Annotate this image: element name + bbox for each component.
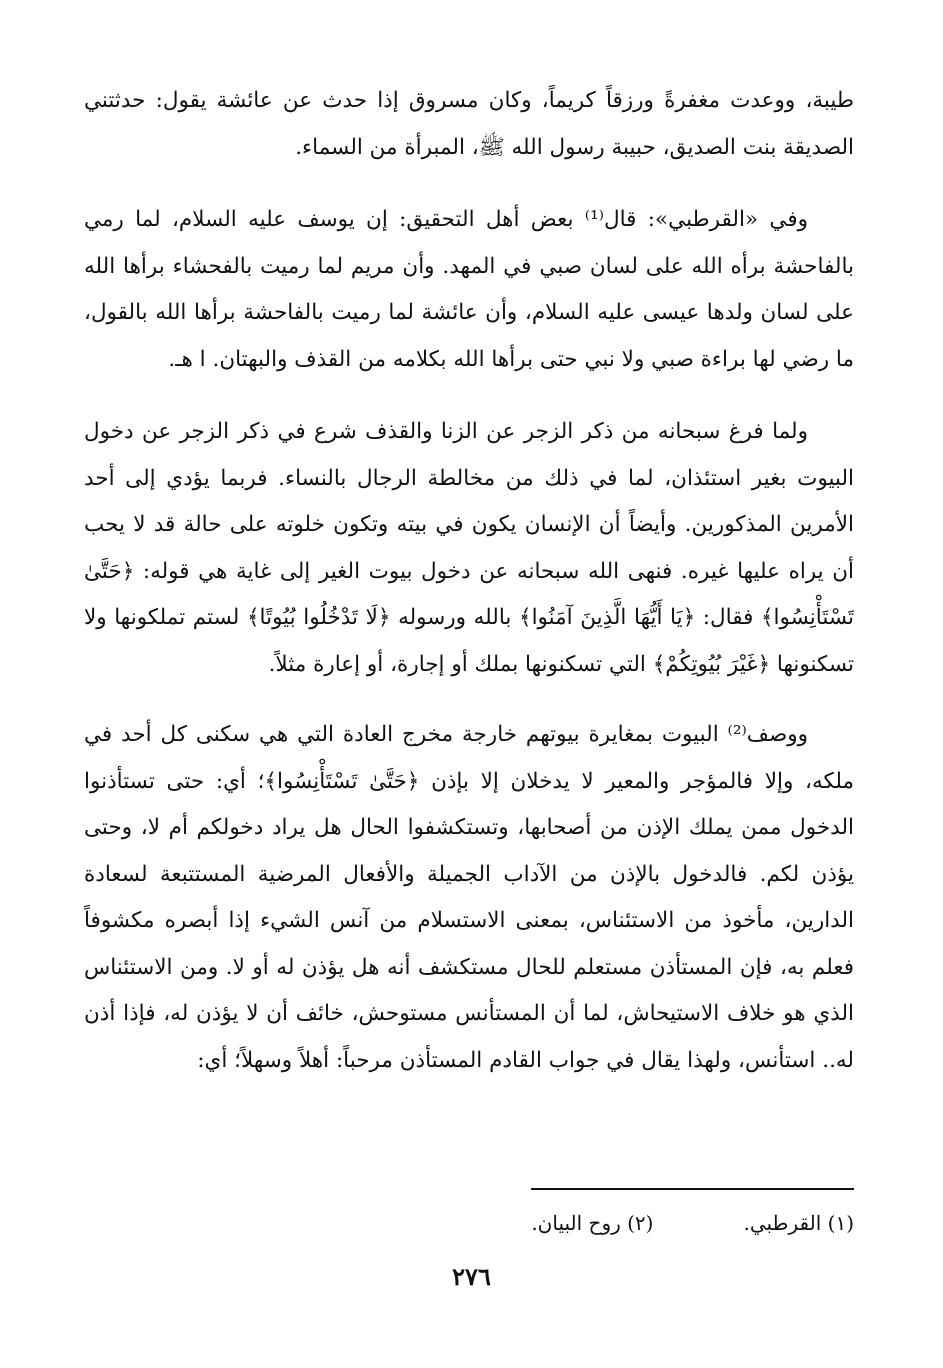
page-number: ٢٧٦ [452, 1262, 491, 1291]
page-body [84, 78, 854, 1084]
footnotes [531, 1208, 854, 1238]
paragraph-3: ولما فرغ سبحانه من ذكر الزجر عن الزنا والقذف شرع في ذكر الزجر عن دخول البيوت بغير استئذان، لما في ذلك من مخالطة الرجال بالنساء. فربما يؤدي إلى أحد الأمرين المذكورين. وأيضاً أن الإنسان يكون في بيته وتكون خلوته على حالة قد لا يحب أن يراه عليها غيره. فنهى الله سبحانه عن دخول بيوت الغير إلى غاية هي قوله: ﴿حَتَّىٰ تَسْتَأْنِسُوا﴾ فقال: ﴿يَا أَيُّهَا الَّذِينَ آمَنُوا﴾ بالله ورسوله ﴿لَا تَدْخُلُوا بُيُوتًا﴾ لستم تملكونها ولا تسكنونها ﴿غَيْرَ بُيُوتِكُمْ﴾ التي تسكنونها بملك أو إجارة، أو إعارة مثلاً. [84, 419, 854, 677]
footnote-1: (١) القرطبي. [743, 1211, 854, 1235]
paragraph-2: وفي «القرطبي»: قال⁽¹⁾ بعض أهل التحقيق: إن يوسف عليه السلام، لما رمي بالفاحشة برأه الله على لسان صبي في المهد. وأن مريم لما رميت بالفحشاء برأها الله على لسان ولدها عيسى عليه السلام، وأن عائشة لما رميت بالفاحشة برأها الله بالقول، ما رضي لها براءة صبي ولا نبي حتى برأها الله بكلامه من القذف والبهتان. ا هـ. [84, 207, 854, 372]
paragraph-1: طيبة، ووعدت مغفرةً ورزقاً كريماً، وكان مسروق إذا حدث عن عائشة يقول: حدثتني الصديقة بنت الصديق، حبيبة رسول الله ﷺ، المبرأة من السماء. [84, 88, 854, 160]
paragraph-4: ووصف⁽²⁾ البيوت بمغايرة بيوتهم خارجة مخرج العادة التي هي سكنى كل أحد في ملكه، وإلا فالمؤجر والمعير لا يدخلان إلا بإذن ﴿حَتَّىٰ تَسْتَأْنِسُوا﴾؛ أي: حتى تستأذنوا الدخول ممن يملك الإذن من أصحابها، وتستكشفوا الحال هل يراد دخولكم أم لا، وحتى يؤذن لكم. فالدخول بالإذن من الآداب الجميلة والأفعال المرضية المستتبعة لسعادة الدارين، مأخوذ من الاستئناس، بمعنى الاستسلام من آنس الشيء إذا أبصره مكشوفاً فعلم به، فإن المستأذن مستعلم للحال مستكشف أنه هل يؤذن له أو لا. ومن الاستئناس الذي هو خلاف الاستيحاش، لما أن المستأنس مستوحش، خائف أن لا يؤذن له، فإذا أذن له.. استأنس، ولهذا يقال في جواب القادم المستأذن مرحباً: أهلاً وسهلاً؛ أي: [84, 722, 854, 1073]
footnote-divider [531, 1188, 854, 1190]
footnote-2: (٢) روح البيان. [531, 1211, 654, 1235]
